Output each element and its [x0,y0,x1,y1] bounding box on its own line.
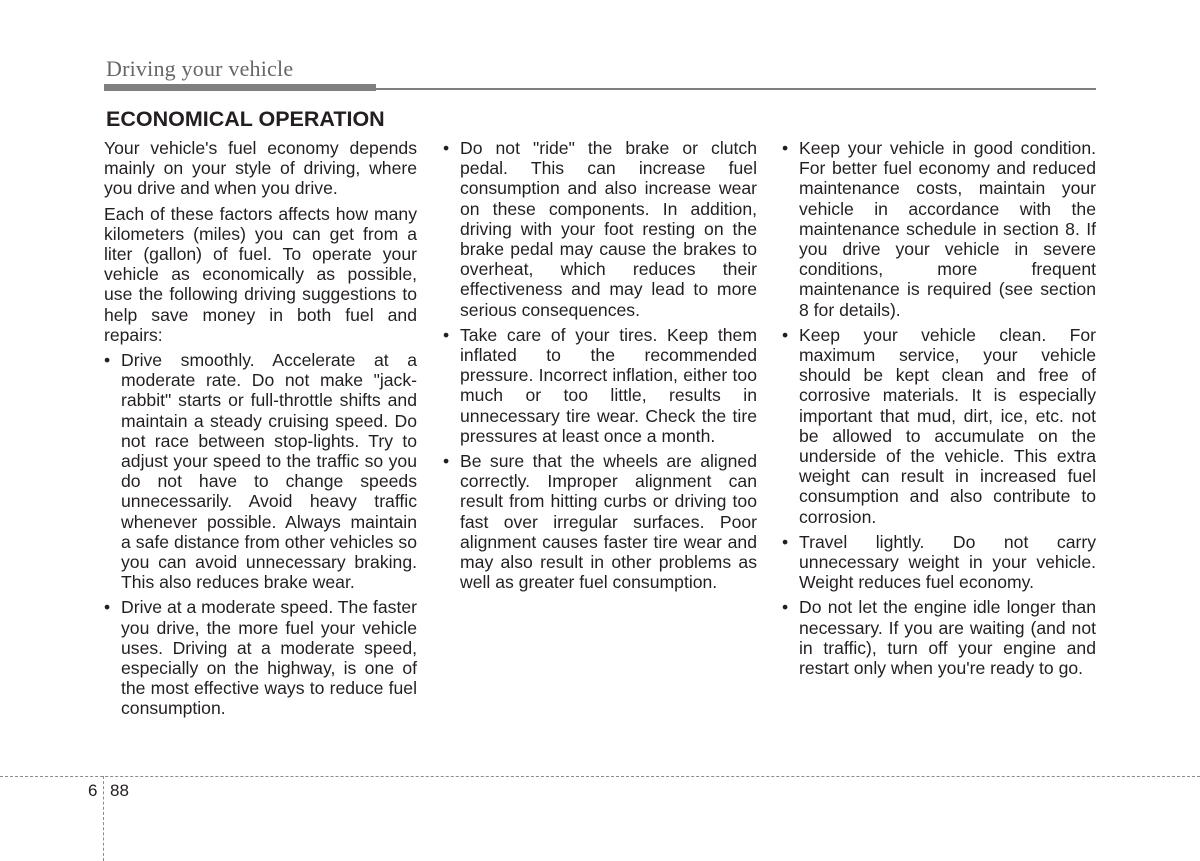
list-item-text: Do not let the engine idle longer than necessary. If you are waiting (and not in traffic), turn off your engine and restart only when you're ready to go. [799,597,1096,679]
tips-list [443,138,757,592]
footer-divider [0,776,1200,777]
factors-paragraph: Each of these factors affects how many kilometers (miles) you can get from a liter (gallon) of fuel. To operate your vehicle as economically as possible, use the following driving suggestions to help save money in both fuel and repairs: [104,203,417,345]
bullet-icon: • [443,324,450,345]
bullet-icon: • [782,531,789,552]
list-item [443,451,757,592]
bullet-icon: • [104,597,111,618]
page-number: 88 [110,781,129,800]
header-rule-thick [104,84,376,91]
list-item [782,532,1096,593]
bullet-icon: • [782,597,789,618]
list-item [782,138,1096,320]
header-rule-thin [376,88,1096,90]
list-item-text: Keep your vehicle clean. For maximum service, your vehicle should be kept clean and free of corrosive materials. It is especially important that mud, dirt, ice, etc. not be allowed to accumulate on the underside of the vehicle. This extra weight can result in increased fuel consumption and also contribute to corrosion. [799,324,1096,527]
tips-list [104,350,417,719]
list-item [443,138,757,320]
text-column-2 [443,138,757,597]
list-item [782,597,1096,678]
list-item-text: Do not "ride" the brake or clutch pedal. This can increase fuel consumption and also increase wear on these components. In addition, driving with your foot resting on the brake pedal may cause the brakes to overheat, which reduces their effectiveness and may lead to more serious consequences. [460,138,757,320]
list-item-text: Be sure that the wheels are aligned correctly. Improper alignment can result from hitting curbs or driving too fast over irregular surfaces. Poor alignment causes faster tire wear and may also result in other problems as well as greater fuel consumption. [460,451,757,593]
list-item-text: Drive at a moderate speed. The faster you drive, the more fuel your vehicle uses. Driving at a moderate speed, especially on the highway, is one of the most effective ways to reduce fuel consumption. [121,597,417,719]
list-item [104,350,417,592]
list-item [443,325,757,446]
bullet-icon: • [104,350,111,371]
bullet-icon: • [782,324,789,345]
intro-paragraph: Your vehicle's fuel economy depends mainly on your style of driving, where you drive and when you drive. [104,138,417,199]
list-item-text: Travel lightly. Do not carry unnecessary weight in your vehicle. Weight reduces fuel economy. [799,531,1096,593]
text-column-3 [782,138,1096,683]
footer-page-divider [103,776,104,861]
text-column-1 [104,138,417,724]
header-title: Driving your vehicle [106,56,294,81]
tips-list [782,138,1096,678]
bullet-icon: • [443,138,450,158]
list-item-text: Take care of your tires. Keep them inflated to the recommended pressure. Incorrect inflation, either too much or too little, results in unnecessary tire wear. Check the tire pressures at least once a month. [460,324,757,446]
list-item [104,597,417,718]
list-item [782,325,1096,527]
bullet-icon: • [782,138,789,158]
list-item-text: Drive smoothly. Accelerate at a moderate rate. Do not make "jack-rabbit" starts or full-throttle shifts and maintain a steady cruising speed. Do not race between stop-lights. Try to adjust your speed to the traffic so you do not have to change speeds unnecessarily. Avoid heavy traffic whenever possible. Always maintain a safe distance from other vehicles so you can avoid unnecessary braking. This also reduces brake wear. [121,350,417,593]
list-item-text: Keep your vehicle in good condition. For better fuel economy and reduced maintenance costs, maintain your vehicle in accordance with the maintenance schedule in section 8. If you drive your vehicle in severe conditions, more frequent maintenance is required (see section 8 for details). [799,138,1096,320]
bullet-icon: • [443,451,450,472]
chapter-number: 6 [88,781,98,800]
section-title: ECONOMICAL OPERATION [106,107,385,131]
